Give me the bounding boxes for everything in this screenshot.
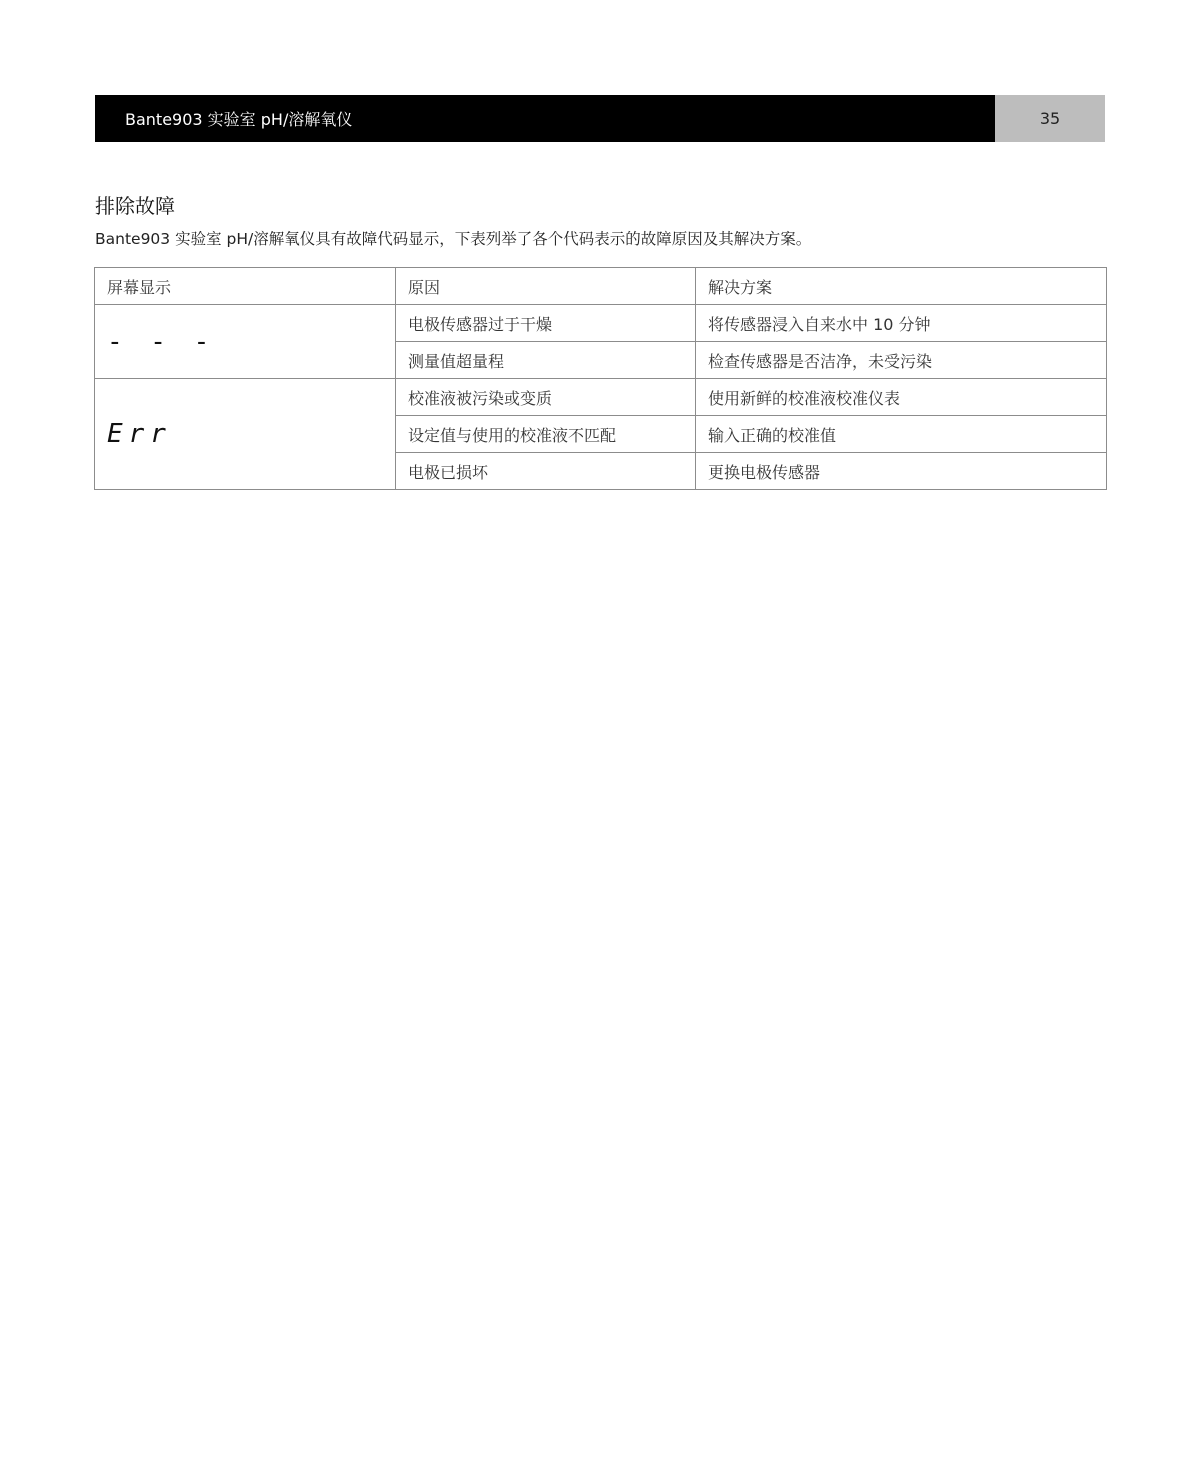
- cause-cell: 设定值与使用的校准液不匹配: [396, 416, 696, 453]
- intro-text: Bante903 实验室 pH/溶解氧仪具有故障代码显示，下表列举了各个代码表示的故障原因及其解决方案。: [95, 230, 812, 248]
- solution-cell: 更换电极传感器: [696, 453, 1107, 490]
- column-header-solution: 解决方案: [696, 268, 1107, 305]
- cause-cell: 测量值超量程: [396, 342, 696, 379]
- display-code-err: Err: [107, 419, 172, 449]
- display-code-cell: [95, 305, 396, 379]
- page-number: 35: [995, 95, 1105, 142]
- page-header: [95, 95, 1105, 142]
- fault-code-table: [94, 267, 1107, 490]
- solution-cell: 使用新鲜的校准液校准仪表: [696, 379, 1107, 416]
- display-code-cell: [95, 379, 396, 490]
- solution-cell: 检查传感器是否洁净，未受污染: [696, 342, 1107, 379]
- cause-cell: 电极传感器过于干燥: [396, 305, 696, 342]
- header-title: Bante903 实验室 pH/溶解氧仪: [95, 95, 995, 142]
- section-title: 排除故障: [95, 194, 175, 218]
- column-header-display: 屏幕显示: [95, 268, 396, 305]
- table-header-row: [95, 268, 1107, 305]
- cause-cell: 电极已损坏: [396, 453, 696, 490]
- solution-cell: 输入正确的校准值: [696, 416, 1107, 453]
- table-row: [95, 379, 1107, 416]
- solution-cell: 将传感器浸入自来水中 10 分钟: [696, 305, 1107, 342]
- column-header-cause: 原因: [396, 268, 696, 305]
- cause-cell: 校准液被污染或变质: [396, 379, 696, 416]
- table-row: [95, 305, 1107, 342]
- display-code-dashes: - - -: [107, 326, 216, 357]
